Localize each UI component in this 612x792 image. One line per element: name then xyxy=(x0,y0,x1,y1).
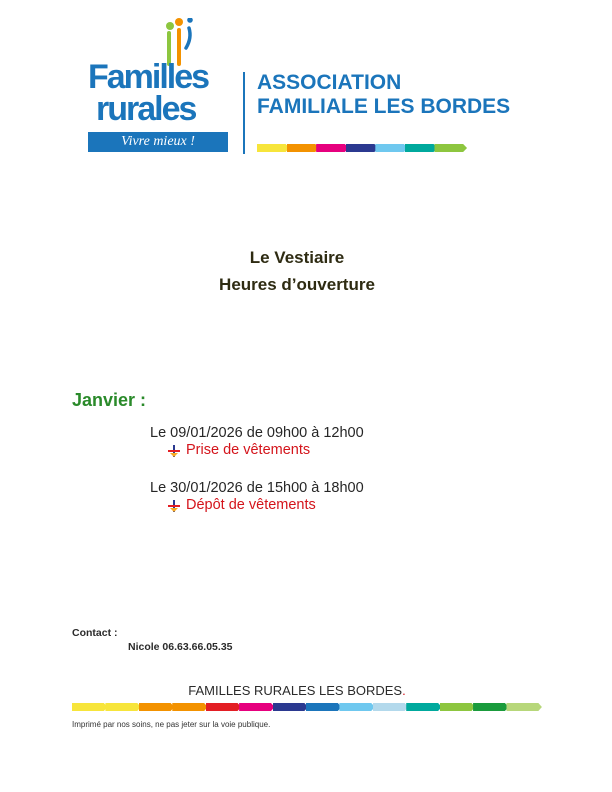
stripe-segment xyxy=(473,703,508,711)
stripe-segment xyxy=(346,144,379,152)
page-title: Le Vestiaire xyxy=(249,248,345,267)
slot-date: Le 09/01/2026 de 09h00 à 12h00 xyxy=(150,425,364,441)
stripe-segment xyxy=(506,703,541,711)
stripe-segment xyxy=(434,144,467,152)
slot-action: Dépôt de vêtements xyxy=(186,497,316,513)
arrow-bullet-icon xyxy=(168,500,180,512)
logo-word-familles: Familles xyxy=(88,58,209,96)
footer-color-stripe xyxy=(72,703,540,711)
stripe-segment xyxy=(72,703,107,711)
slot-date: Le 30/01/2026 de 15h00 à 18h00 xyxy=(150,480,364,496)
stripe-segment xyxy=(375,144,408,152)
familles-rurales-logo xyxy=(86,18,236,156)
stripe-segment xyxy=(306,703,341,711)
footer-dot: . xyxy=(402,683,406,698)
stripe-segment xyxy=(405,144,438,152)
stripe-segment xyxy=(373,703,408,711)
header-separator xyxy=(243,72,245,154)
footer-note: Imprimé par nos soins, ne pas jeter sur la voie publique. xyxy=(72,720,271,729)
header-color-stripe xyxy=(257,144,464,152)
stripe-segment xyxy=(139,703,174,711)
page-subtitle: Heures d’ouverture xyxy=(219,275,375,294)
association-name-line2: FAMILIALE LES BORDES xyxy=(257,95,511,118)
stripe-segment xyxy=(440,703,475,711)
logo-word-rurales: rurales xyxy=(96,90,196,128)
contact-phone: Nicole 06.63.66.05.35 xyxy=(128,641,233,653)
stripe-segment xyxy=(316,144,349,152)
stripe-segment xyxy=(406,703,441,711)
stripe-segment xyxy=(239,703,274,711)
contact-label: Contact : xyxy=(72,627,118,639)
stripe-segment xyxy=(105,703,140,711)
stripe-segment xyxy=(339,703,374,711)
slot-action: Prise de vêtements xyxy=(186,442,311,458)
stripe-segment xyxy=(287,144,320,152)
footer-organization-name: FAMILLES RURALES LES BORDES xyxy=(188,683,403,698)
arrow-bullet-icon xyxy=(168,445,180,457)
stripe-segment xyxy=(172,703,207,711)
month-heading: Janvier : xyxy=(72,390,147,410)
footer-organization xyxy=(0,683,594,698)
stripe-segment xyxy=(206,703,241,711)
stripe-segment xyxy=(273,703,308,711)
association-name xyxy=(257,71,510,119)
association-name-line1: ASSOCIATION xyxy=(257,71,402,94)
stripe-segment xyxy=(257,144,290,152)
logo-tagline: Vivre mieux ! xyxy=(88,132,228,152)
